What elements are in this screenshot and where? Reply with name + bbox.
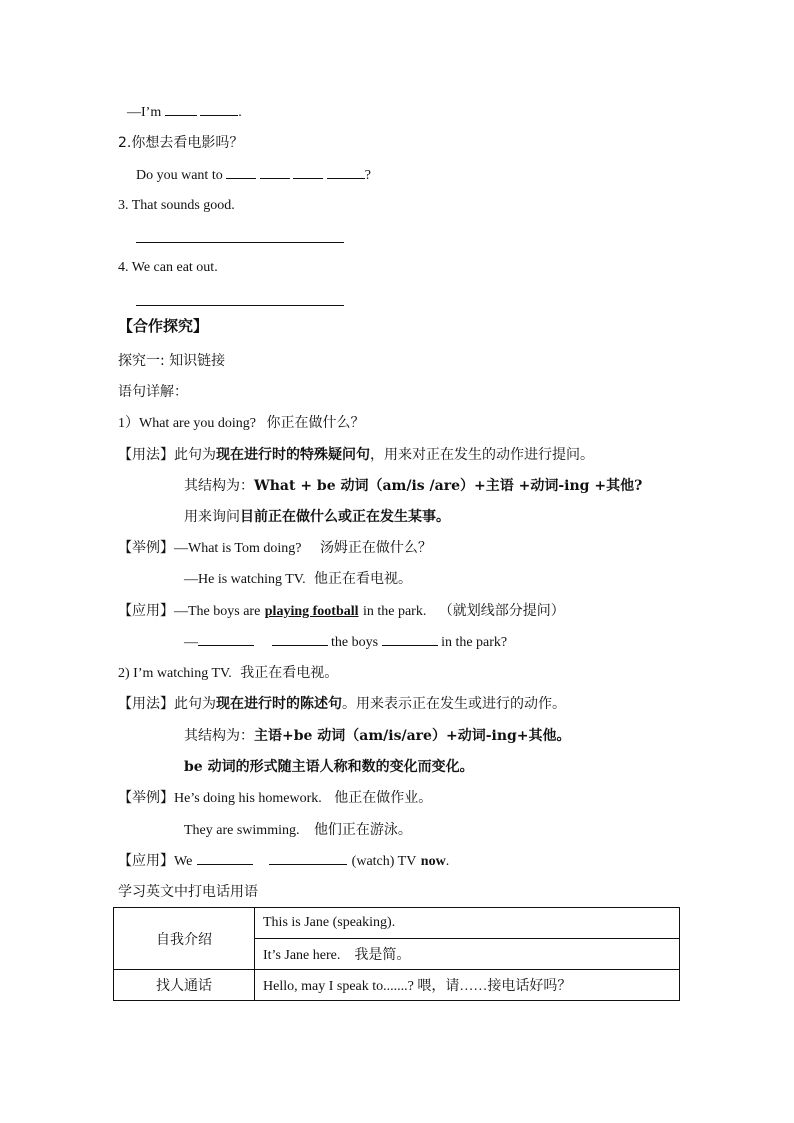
example-cn: 他们正在游泳。 xyxy=(313,822,412,838)
answer-mid: the boys xyxy=(331,635,379,650)
period: . xyxy=(238,105,242,120)
s1-usage xyxy=(118,446,594,464)
phone-phrase-table xyxy=(113,907,680,1001)
table-cell: It’s Jane here. 我是简。 xyxy=(255,939,680,970)
answer-line[interactable] xyxy=(136,305,344,306)
q2-chinese: 2.你想去看电影吗？ xyxy=(118,135,244,151)
q1-answer-text: I’m xyxy=(141,105,162,120)
s1-structure xyxy=(184,477,642,495)
q2-english-line xyxy=(136,166,371,185)
apply-tag: 【应用】 xyxy=(118,603,174,619)
period: . xyxy=(445,854,450,869)
s1-example-2 xyxy=(184,570,412,589)
s2-structure xyxy=(184,727,571,745)
example-en: They are swimming. xyxy=(184,823,300,838)
blank-field[interactable] xyxy=(226,166,256,179)
q3-label: 3. That sounds good. xyxy=(118,198,235,213)
explore-title: 探究一: 知识链接 xyxy=(118,353,226,369)
example-cn: 汤姆正在做什么？ xyxy=(319,540,432,556)
blank-field[interactable] xyxy=(272,633,328,646)
table-cell-find-person: 找人通话 xyxy=(114,970,255,1001)
s2-example-2 xyxy=(184,821,412,840)
s2-rule: be 动词的形式随主语人称和数的变化而变化。 xyxy=(184,759,474,775)
s2-apply xyxy=(118,852,449,871)
s1-apply xyxy=(118,602,565,621)
example-tag: 【举例】 xyxy=(118,790,174,806)
ask-pre: 用来询问 xyxy=(184,509,240,525)
apply-hint: (watch) TV xyxy=(351,854,417,869)
s2-example-1 xyxy=(118,789,432,808)
structure-formula: 主语+be 动词（am/is/are）+动词-ing+其他。 xyxy=(254,728,571,744)
s1-ask xyxy=(184,508,450,526)
apply-underlined: playing football xyxy=(264,604,359,619)
usage-pre: 此句为 xyxy=(174,447,216,463)
s2-heading-cn: 我正在看电视。 xyxy=(240,665,339,681)
dash: — xyxy=(127,105,141,120)
table-row xyxy=(114,908,680,939)
s1-heading-cn: 你正在做什么？ xyxy=(266,415,365,431)
example-cn: 他正在看电视。 xyxy=(314,571,413,587)
example-tag: 【举例】 xyxy=(118,540,174,556)
apply-now: now xyxy=(420,854,446,869)
usage-post: 。用来表示正在发生或进行的动作。 xyxy=(342,696,566,712)
s2-usage xyxy=(118,695,566,713)
s2-heading xyxy=(118,664,338,683)
phone-title: 学习英文中打电话用语 xyxy=(118,884,258,900)
blank-field[interactable] xyxy=(165,103,197,116)
usage-tag: 【用法】 xyxy=(118,696,174,712)
usage-tag: 【用法】 xyxy=(118,447,174,463)
blank-field[interactable] xyxy=(293,166,323,179)
apply-note: （就划线部分提问） xyxy=(438,603,565,619)
blank-field[interactable] xyxy=(327,166,365,179)
s2-heading-en: 2) I’m watching TV. xyxy=(118,666,232,681)
s1-example-1 xyxy=(118,539,432,558)
ask-key: 目前正在做什么或正在发生某事。 xyxy=(240,509,450,525)
example-cn: 他正在做作业。 xyxy=(334,790,433,806)
blank-field[interactable] xyxy=(198,633,254,646)
blank-field[interactable] xyxy=(269,852,347,865)
sentence-detail-label: 语句详解： xyxy=(118,384,188,400)
example-en: —He is watching TV. xyxy=(184,572,306,587)
structure-formula: What + be 动词（am/is /are）+主语 +动词-ing +其他? xyxy=(254,478,643,494)
structure-pre: 其结构为： xyxy=(184,478,254,494)
example-en: —What is Tom doing? xyxy=(174,541,302,556)
answer-end: in the park? xyxy=(441,635,508,650)
blank-field[interactable] xyxy=(197,852,253,865)
table-row xyxy=(114,970,680,1001)
blank-field[interactable] xyxy=(382,633,438,646)
apply-tag: 【应用】 xyxy=(118,853,174,869)
answer-line[interactable] xyxy=(136,242,344,243)
s1-heading-en: 1）What are you doing? xyxy=(118,416,257,431)
s1-heading xyxy=(118,414,364,433)
usage-key: 现在进行时的特殊疑问句 xyxy=(216,447,370,463)
example-en: He’s doing his homework. xyxy=(174,791,322,806)
usage-key: 现在进行时的陈述句 xyxy=(216,696,342,712)
question-mark: ? xyxy=(364,168,371,183)
q4-label: 4. We can eat out. xyxy=(118,260,218,275)
dash: — xyxy=(184,635,198,650)
apply-pre: We xyxy=(174,854,193,869)
apply-post: in the park. xyxy=(362,604,427,619)
usage-pre: 此句为 xyxy=(174,696,216,712)
table-cell: This is Jane (speaking). xyxy=(255,908,680,939)
section-title: 【合作探究】 xyxy=(118,317,209,335)
q2-english-text: Do you want to xyxy=(136,168,223,183)
table-cell: Hello, may I speak to.......? 喂，请……接电话好吗？ xyxy=(255,970,680,1001)
apply-pre: —The boys are xyxy=(174,604,261,619)
usage-post: ，用来对正在发生的动作进行提问。 xyxy=(370,447,594,463)
q1-answer-line xyxy=(127,103,242,122)
blank-field[interactable] xyxy=(260,166,290,179)
blank-field[interactable] xyxy=(200,103,238,116)
s1-answer xyxy=(184,633,507,652)
table-cell-self-intro: 自我介绍 xyxy=(114,908,255,970)
structure-pre: 其结构为： xyxy=(184,728,254,744)
